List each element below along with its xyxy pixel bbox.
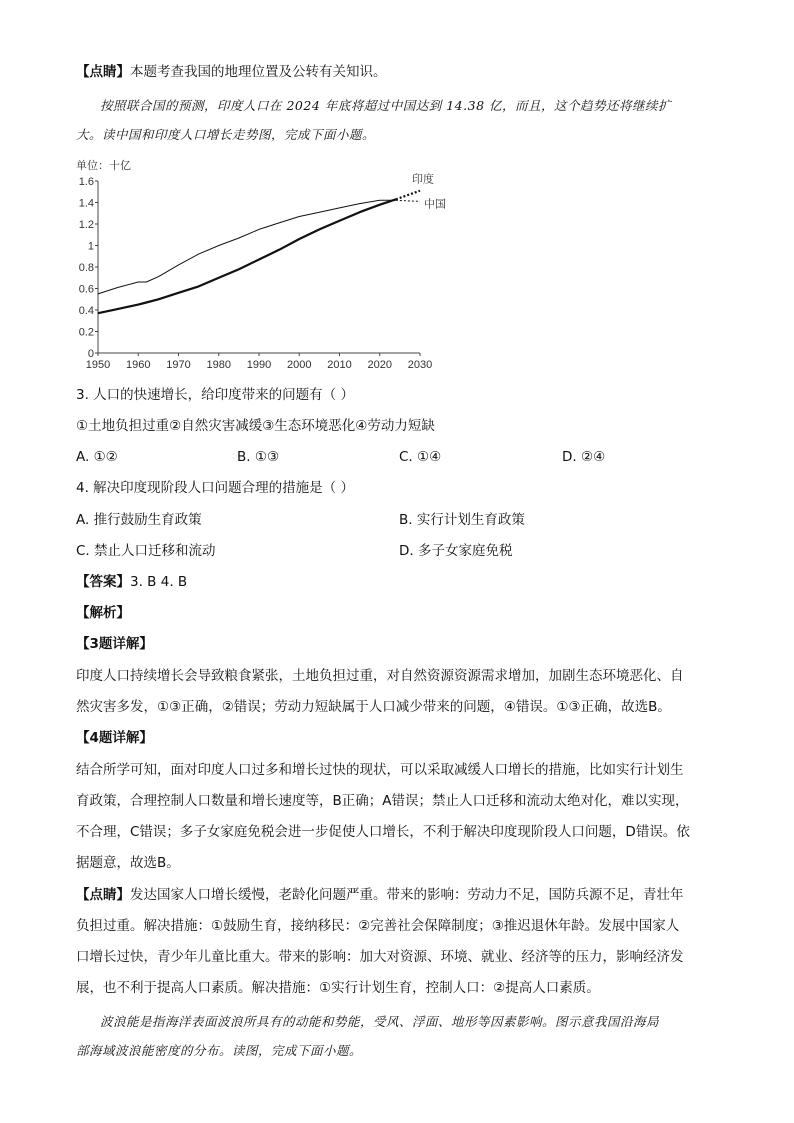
intro-tip — [76, 62, 387, 82]
tip-line — [76, 885, 684, 905]
next-passage-line: 波浪能是指海洋表面波浪所具有的动能和势能，受风、浮面、地形等因素影响。图示意我国沿海局 — [100, 1014, 660, 1029]
y-tick-label: 1.6 — [78, 176, 94, 188]
y-tick-label: 0.8 — [78, 262, 94, 274]
y-tick-label: 1.4 — [78, 197, 94, 210]
question-3-statements: ①土地负担过重②自然灾害减缓③生态环境恶化④劳动力短缺 — [76, 418, 435, 434]
tip-text: 发达国家人口增长缓慢，老龄化问题严重。带来的影响：劳动力不足，国防兵源不足，青壮年 — [130, 887, 684, 903]
tip-tag: 【点睛】 — [76, 64, 130, 80]
analysis-tag: 【解析】 — [76, 605, 130, 621]
detail-4-line: 育政策，合理控制人口数量和增长速度等，B正确；A错误；禁止人口迁移和流动太绝对化，难以实现， — [76, 793, 689, 809]
q3-option-d[interactable]: D. ②④ — [562, 449, 606, 465]
population-chart — [76, 155, 456, 380]
q3-option-a[interactable]: A. ①② — [76, 449, 118, 465]
tip-line: 负担过重。解决措施：①鼓励生育，接纳移民：②完善社会保障制度；③推迟退休年龄。发展中国家人 — [76, 918, 680, 934]
tip-text: 本题考查我国的地理位置及公转有关知识。 — [130, 64, 387, 80]
q4-option-d[interactable]: D. 多子女家庭免税 — [399, 543, 513, 559]
q3-option-c[interactable]: C. ①④ — [399, 449, 442, 465]
detail-3-line: 然灾害多发，①③正确，②错误；劳动力短缺属于人口减少带来的问题，④错误。①③正确，故选B。 — [76, 699, 671, 715]
x-tick-label: 1970 — [166, 359, 191, 371]
passage-line: 按照联合国的预测，印度人口在 2024 年底将超过中国达到 14.38 亿，而且，这个趋势还将继续扩 — [100, 98, 671, 113]
detail-4-line: 不合理，C错误；多子女家庭免税会进一步促使人口增长，不利于解决印度现阶段人口问题，D错误。依 — [76, 824, 690, 840]
x-tick-label: 2030 — [407, 359, 433, 371]
series-label-china: 中国 — [424, 198, 446, 211]
y-tick-label: 0.6 — [78, 283, 94, 296]
tip-line: 口增长过快，青少年儿童比重大。带来的影响：加大对资源、环境、就业、经济等的压力，影响经济发 — [76, 949, 684, 965]
detail-4-line: 结合所学可知，面对印度人口过多和增长过快的现状，可以采取减缓人口增长的措施，比如实行计划生 — [76, 762, 684, 778]
tip-tag: 【点睛】 — [76, 887, 130, 903]
x-tick-label: 1990 — [246, 359, 272, 371]
x-tick-label: 1950 — [85, 359, 111, 371]
y-tick-label: 0 — [87, 348, 94, 360]
answer-text: 3. B 4. B — [130, 574, 188, 590]
x-tick-label: 2020 — [367, 359, 392, 371]
question-4: 4. 解决印度现阶段人口问题合理的措施是（ ） — [76, 480, 354, 496]
detail-3-line: 印度人口持续增长会导致粮食紧张，土地负担过重，对自然资源资源需求增加，加剧生态环境恶化、自 — [76, 668, 684, 684]
series-label-india: 印度 — [412, 173, 434, 186]
q4-option-a[interactable]: A. 推行鼓励生育政策 — [76, 512, 202, 528]
question-3: 3. 人口的快速增长，给印度带来的问题有（ ） — [76, 387, 354, 403]
x-tick-label: 1980 — [206, 359, 231, 371]
answer — [76, 572, 187, 592]
passage-line: 大。读中国和印度人口增长走势图，完成下面小题。 — [76, 127, 376, 142]
y-tick-label: 0.4 — [78, 305, 94, 317]
next-passage-line: 部海域波浪能密度的分布。读图，完成下面小题。 — [76, 1043, 363, 1058]
q3-option-b[interactable]: B. ①③ — [237, 449, 280, 465]
series-projection-india — [396, 191, 420, 200]
detail-4-line: 据题意，故选B。 — [76, 855, 180, 871]
detail-3-tag: 【3题详解】 — [76, 636, 153, 652]
series-projection-china — [396, 200, 420, 201]
q4-option-c[interactable]: C. 禁止人口迁移和流动 — [76, 543, 216, 559]
detail-4-tag: 【4题详解】 — [76, 730, 153, 746]
y-tick-label: 0.2 — [78, 326, 94, 339]
y-tick-label: 1.2 — [78, 219, 94, 231]
series-line-china — [98, 200, 396, 294]
chart-unit-label: 单位：十亿 — [76, 160, 131, 172]
tip-line: 展，也不利于提高人口素质。解决措施：①实行计划生育，控制人口：②提高人口素质。 — [76, 980, 600, 996]
q4-option-b[interactable]: B. 实行计划生育政策 — [399, 512, 525, 528]
x-tick-label: 2010 — [327, 359, 352, 371]
series-line-india — [98, 199, 396, 313]
x-tick-label: 1960 — [126, 359, 151, 371]
y-tick-label: 1 — [87, 240, 94, 253]
x-tick-label: 2000 — [287, 359, 312, 371]
answer-tag: 【答案】 — [76, 574, 130, 590]
